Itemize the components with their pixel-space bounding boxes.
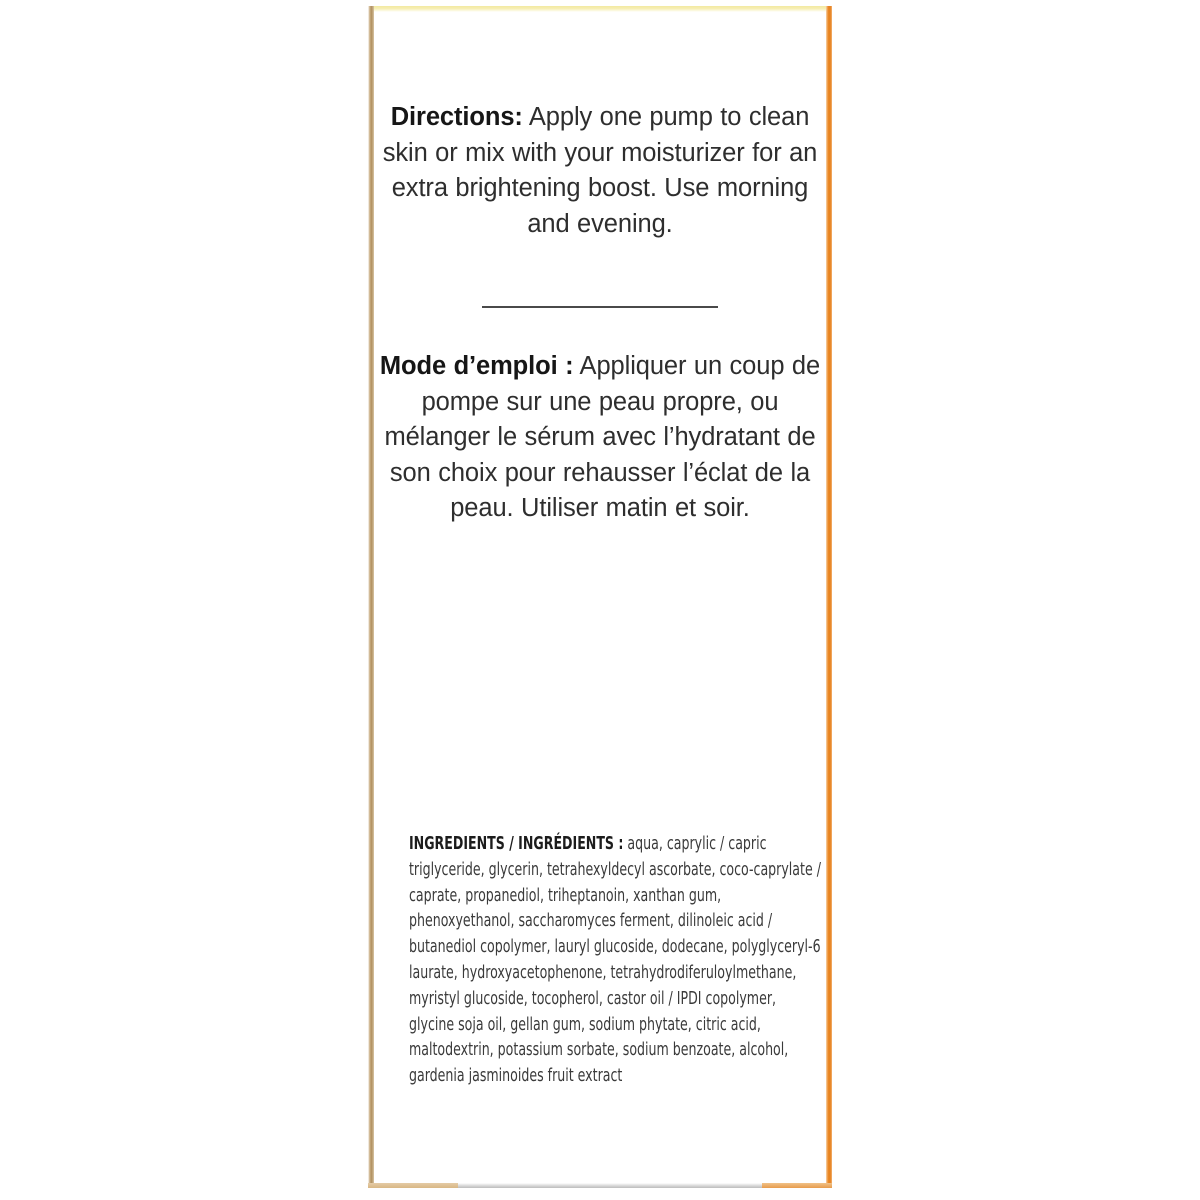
ingredients-heading: INGREDIENTS / INGRÉDIENTS : bbox=[409, 834, 624, 854]
panel-bottom-left-corner bbox=[368, 1183, 458, 1188]
directions-body: Apply one pump to clean skin or mix with your moisturizer for an extra brightening boost. Use morning and evening. bbox=[382, 103, 818, 238]
panel-bottom-right-corner bbox=[762, 1183, 832, 1188]
directions-paragraph bbox=[374, 100, 826, 242]
ingredients-list: aqua, caprylic / capric triglyceride, glycerin, tetrahexyldecyl ascorbate, coco-caprylate / caprate, propanediol, triheptanoin, xanthan gum, phenoxyethanol, saccharomyces ferment, dilinoleic acid / butanediol copolymer, lauryl glucoside, dodecane, polyglyceryl-6 laurate, hydroxyacetophenone, tetrahydrodiferuloylmethane, myristyl glucoside, tocopherol, castor oil / IPDI copolymer, glycine soja oil, gellan gum, sodium phytate, citric acid, maltodextrin, potassium sorbate, sodium benzoate, alcohol, gardenia jasminoides fruit extract bbox=[409, 834, 821, 1087]
directions-label: Directions: bbox=[390, 103, 523, 131]
carton-panel bbox=[368, 6, 832, 1188]
panel-content bbox=[374, 6, 826, 1183]
panel-right-edge bbox=[826, 6, 832, 1188]
mode-emploi-body: Appliquer un coup de pompe sur une peau propre, ou mélanger le sérum avec l’hydratant de son choix pour rehausser l’éclat de la peau. Utiliser matin et soir. bbox=[384, 352, 821, 522]
mode-emploi-label: Mode d’emploi : bbox=[379, 352, 574, 380]
ingredients-paragraph bbox=[409, 832, 825, 1090]
section-divider-rule bbox=[482, 306, 718, 308]
mode-emploi-paragraph bbox=[374, 349, 826, 527]
